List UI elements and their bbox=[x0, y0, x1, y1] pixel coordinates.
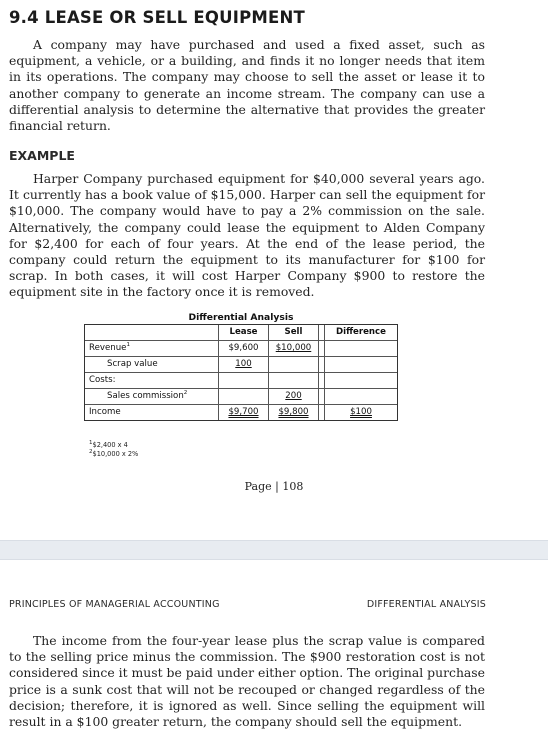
running-header-left: PRINCIPLES OF MANAGERIAL ACCOUNTING bbox=[9, 599, 220, 610]
row-label-revenue: Revenue$^1$ bbox=[85, 341, 219, 356]
table-row-revenue bbox=[85, 340, 397, 356]
table-row-income bbox=[85, 404, 397, 420]
section-title: 9.4 LEASE OR SELL EQUIPMENT bbox=[9, 8, 305, 27]
cell-commission-sell: 200 bbox=[269, 389, 319, 404]
footnote-1: $^1$\$2,400 x 4 bbox=[89, 439, 128, 449]
conclusion-paragraph: The income from the four-year lease plus the scrap value is compared to the selling price minus the commission. The $900 restoration cost is not considered since it must be paid under either option. The original purchase price is a sunk cost that will not be recouped or changed regardless of the decision; therefore, it is ignored as well. Since selling the equipment will result in a $100 greater return, the company should sell the equipment. bbox=[9, 633, 485, 730]
cell-revenue-lease: $9,600 bbox=[219, 341, 269, 356]
table-row-costs bbox=[85, 372, 397, 388]
table-grid bbox=[84, 324, 398, 421]
page-divider bbox=[0, 540, 548, 560]
row-label-costs: Costs: bbox=[85, 373, 219, 388]
footnote-mark: 2 bbox=[183, 390, 188, 397]
page-number: Page | 108 bbox=[244, 480, 304, 493]
cell-income-sell: $9,800 bbox=[269, 405, 319, 420]
column-header-difference: Difference bbox=[336, 327, 386, 337]
intro-paragraph: A company may have purchased and used a fixed asset, such as equipment, a vehicle, or a building, and finds it no longer needs that item in its operations. The company may choose to sell the asset or lease it to another company to generate an income stream. The company can use a differential analysis to determine the alternative that provides the greater financial return. bbox=[9, 37, 485, 134]
table-cell bbox=[219, 373, 269, 388]
cell-commission-lease bbox=[219, 389, 269, 404]
cell-income-difference: $100 bbox=[350, 407, 372, 417]
table-header-row bbox=[85, 325, 397, 340]
row-label-income: Income bbox=[85, 405, 219, 420]
column-header-lease: Lease bbox=[219, 325, 269, 340]
row-label-commission: Sales commission$^2$ bbox=[85, 389, 219, 404]
cell-income-lease: $9,700 bbox=[219, 405, 269, 420]
footnote-mark: 1 bbox=[126, 342, 130, 349]
differential-analysis-table bbox=[84, 312, 398, 421]
cell-revenue-difference bbox=[325, 341, 397, 356]
table-cell bbox=[269, 373, 319, 388]
row-label-scrap: Scrap value bbox=[85, 357, 219, 372]
cell-scrap-lease: 100 bbox=[219, 357, 269, 372]
cell-commission-difference bbox=[325, 389, 397, 404]
table-cell bbox=[85, 325, 219, 340]
table-row-commission bbox=[85, 388, 397, 404]
table-row-scrap bbox=[85, 356, 397, 372]
cell-scrap-sell bbox=[269, 357, 319, 372]
example-heading: EXAMPLE bbox=[9, 148, 75, 163]
cell-scrap-difference bbox=[325, 357, 397, 372]
example-paragraph: Harper Company purchased equipment for $40,000 several years ago. It currently has a book value of $15,000. Harper can sell the equipment for $10,000. The company would have to pay a 2% commission on the sale. Alternatively, the company could lease the equipment to Alden Company for $2,400 for each of four years. At the end of the lease period, the company could return the equipment to its manufacturer for $100 for scrap. In both cases, it will cost Harper Company $900 to restore the equipment site in the factory once it is removed. bbox=[9, 171, 485, 300]
table-cell bbox=[325, 373, 397, 388]
footnote-2: $^2$\$10,000 x 2% bbox=[89, 448, 139, 458]
table-title: Differential Analysis bbox=[188, 312, 294, 323]
running-header-right: DIFFERENTIAL ANALYSIS bbox=[366, 599, 486, 610]
column-header-sell: Sell bbox=[269, 325, 319, 340]
cell-revenue-sell: $10,000 bbox=[269, 341, 319, 356]
